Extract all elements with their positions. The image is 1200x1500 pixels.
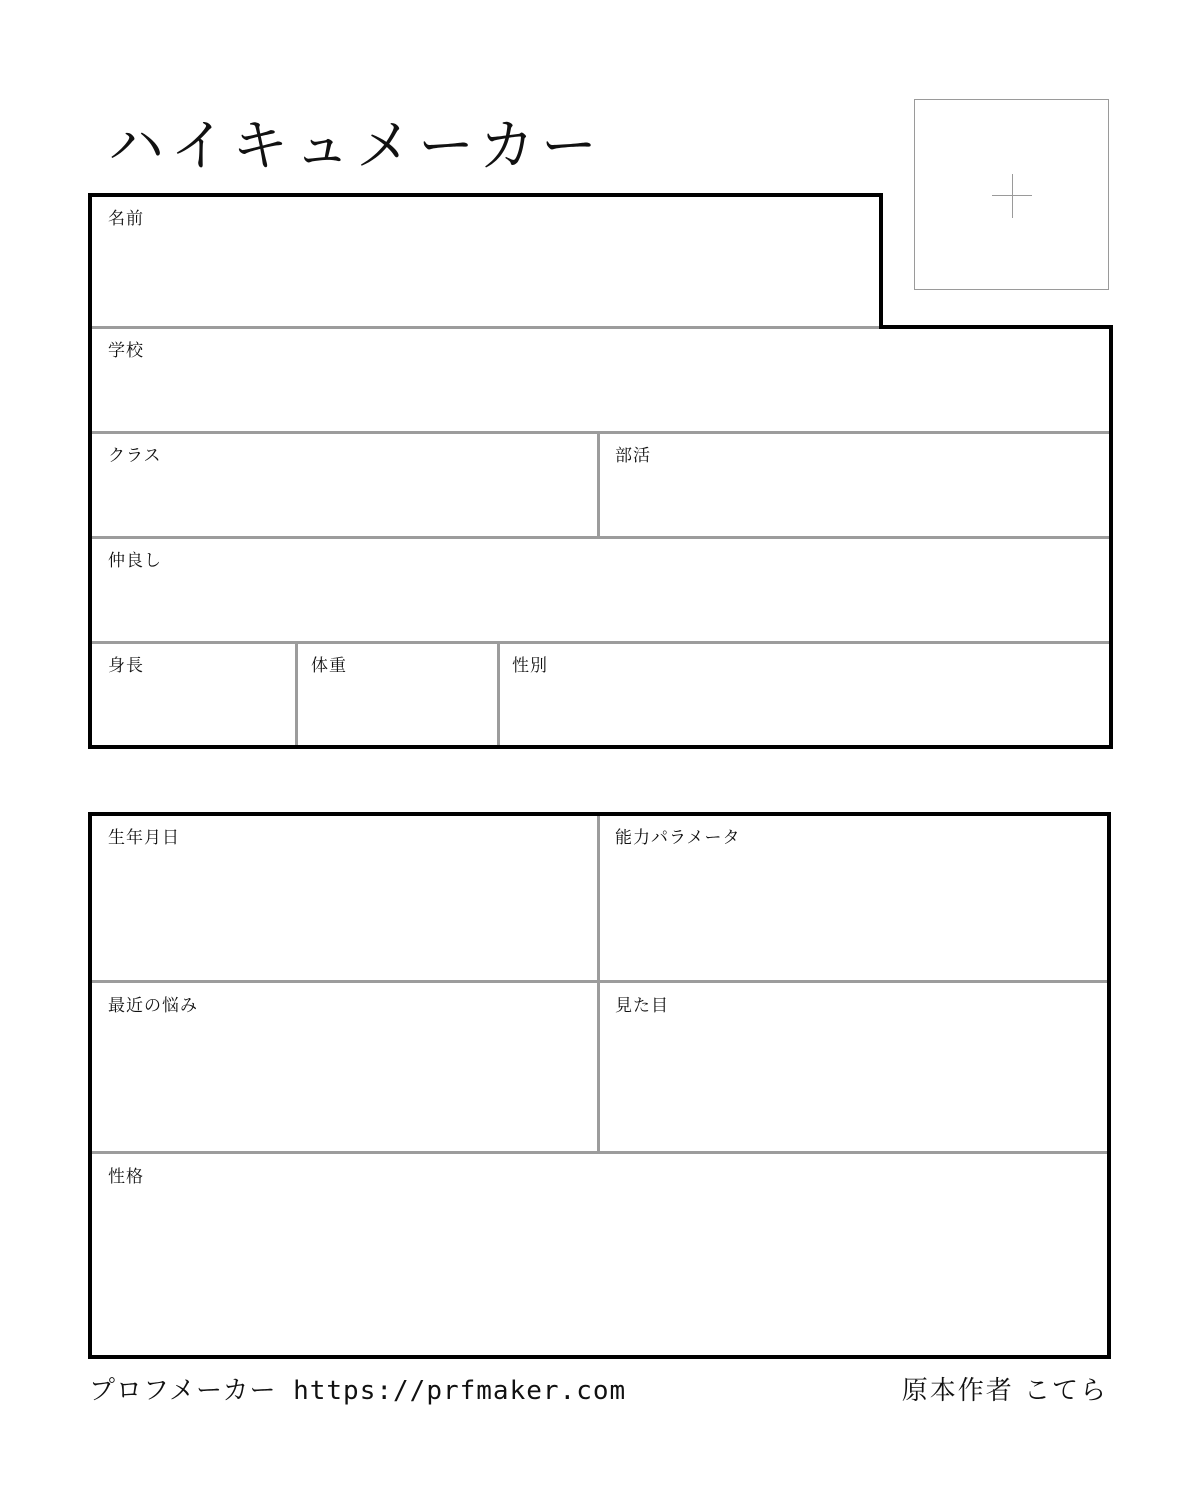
photo-upload-button[interactable] — [914, 99, 1109, 290]
friends-field[interactable] — [90, 539, 1109, 641]
birthday-label: 生年月日 — [108, 828, 180, 848]
birthday-field[interactable] — [90, 816, 597, 980]
gender-field[interactable] — [497, 644, 1109, 745]
plus-icon — [992, 174, 1032, 218]
author-credit: 原本作者 こてら — [901, 1376, 1108, 1406]
height-label: 身長 — [108, 656, 144, 676]
friends-label: 仲良し — [108, 551, 162, 571]
ability-params-label: 能力パラメータ — [615, 828, 741, 848]
school-label: 学校 — [108, 341, 144, 361]
weight-label: 体重 — [311, 656, 347, 676]
ability-params-field[interactable] — [597, 816, 1107, 980]
club-label: 部活 — [615, 446, 651, 466]
gender-label: 性別 — [512, 656, 548, 676]
weight-field[interactable] — [295, 644, 497, 745]
appearance-field[interactable] — [597, 983, 1107, 1151]
personality-label: 性格 — [108, 1167, 144, 1187]
recent-worries-label: 最近の悩み — [108, 996, 198, 1016]
maker-credit: プロフメーカー https://prfmaker.com — [89, 1376, 627, 1406]
school-field[interactable] — [90, 329, 1109, 431]
height-field[interactable] — [90, 644, 295, 745]
personality-field[interactable] — [90, 1154, 1107, 1355]
recent-worries-field[interactable] — [90, 983, 597, 1151]
appearance-label: 見た目 — [615, 996, 669, 1016]
club-field[interactable] — [597, 434, 1109, 536]
name-label: 名前 — [108, 209, 144, 229]
class-label: クラス — [108, 446, 162, 466]
name-field[interactable] — [90, 197, 879, 326]
class-field[interactable] — [90, 434, 597, 536]
page-title: ハイキュメーカー — [108, 114, 603, 179]
